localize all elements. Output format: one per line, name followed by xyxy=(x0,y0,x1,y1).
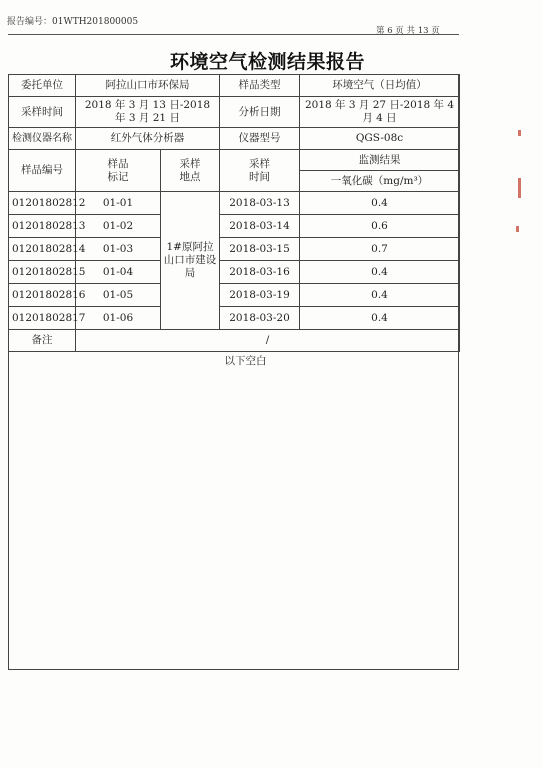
sample-date-cell: 2018-03-15 xyxy=(220,238,300,261)
sample-date-cell: 2018-03-20 xyxy=(220,307,300,330)
col-sample-mark: 样品 标记 xyxy=(76,150,161,192)
remark-value: / xyxy=(76,330,460,352)
sample-no-cell: 01201802814 xyxy=(9,238,76,261)
sample-date-cell: 2018-03-19 xyxy=(220,284,300,307)
table-row xyxy=(9,238,460,261)
sample-no-cell: 01201802812 xyxy=(9,192,76,215)
sample-mark-cell: 01-05 xyxy=(76,284,161,307)
col-co: 一氧化碳（mg/m³） xyxy=(300,171,460,192)
page-indicator: 第 6 页 共 13 页 xyxy=(376,26,440,36)
sampling-time-label: 采样时间 xyxy=(9,97,76,128)
sample-date-cell: 2018-03-14 xyxy=(220,215,300,238)
col-sampling-site: 采样 地点 xyxy=(161,150,220,192)
sample-mark-cell: 01-03 xyxy=(76,238,161,261)
analysis-date-label: 分析日期 xyxy=(220,97,300,128)
instrument-model-value: QGS-08c xyxy=(300,128,460,150)
client-row xyxy=(9,75,460,97)
sample-no-cell: 01201802817 xyxy=(9,307,76,330)
column-header-row xyxy=(9,150,460,171)
table-row xyxy=(9,192,460,215)
col-sampling-time: 采样 时间 xyxy=(220,150,300,192)
client-value: 阿拉山口市环保局 xyxy=(76,75,220,97)
sample-date-cell: 2018-03-16 xyxy=(220,261,300,284)
header-divider xyxy=(8,34,459,35)
edge-mark xyxy=(516,226,519,232)
sample-no-cell: 01201802816 xyxy=(9,284,76,307)
blank-below-note xyxy=(8,353,459,368)
blank-below-text: 以下空白 xyxy=(224,355,267,367)
sample-mark-cell: 01-01 xyxy=(76,192,161,215)
table-row xyxy=(9,215,460,238)
time-row xyxy=(9,97,460,128)
co-value-cell: 0.4 xyxy=(300,284,460,307)
table-row xyxy=(9,261,460,284)
sample-no-cell: 01201802815 xyxy=(9,261,76,284)
sample-no-cell: 01201802813 xyxy=(9,215,76,238)
table-row xyxy=(9,307,460,330)
sampling-time-value: 2018 年 3 月 13 日-2018 年 3 月 21 日 xyxy=(76,97,220,128)
edge-mark xyxy=(518,130,521,136)
co-value-cell: 0.7 xyxy=(300,238,460,261)
col-sample-no: 样品编号 xyxy=(9,150,76,192)
sample-mark-cell: 01-02 xyxy=(76,215,161,238)
sample-mark-cell: 01-06 xyxy=(76,307,161,330)
sample-type-value: 环境空气（日均值） xyxy=(300,75,460,97)
sample-mark-cell: 01-04 xyxy=(76,261,161,284)
sample-date-cell: 2018-03-13 xyxy=(220,192,300,215)
remark-label: 备注 xyxy=(9,330,76,352)
sample-type-label: 样品类型 xyxy=(220,75,300,97)
scan-edge-marks xyxy=(518,130,530,240)
remark-row xyxy=(9,330,460,352)
result-table xyxy=(8,74,460,352)
co-value-cell: 0.4 xyxy=(300,261,460,284)
client-label: 委托单位 xyxy=(9,75,76,97)
edge-mark xyxy=(518,178,521,198)
report-number: 报告编号：01WTH201800005 xyxy=(7,17,139,27)
sampling-site-cell: 1#原阿拉山口市建设局 xyxy=(161,192,220,330)
report-title xyxy=(0,47,543,74)
co-value-cell: 0.4 xyxy=(300,307,460,330)
table-row xyxy=(9,284,460,307)
analysis-date-value: 2018 年 3 月 27 日-2018 年 4 月 4 日 xyxy=(300,97,460,128)
instrument-row xyxy=(9,128,460,150)
co-value-cell: 0.6 xyxy=(300,215,460,238)
instrument-model-label: 仪器型号 xyxy=(220,128,300,150)
instrument-name-value: 红外气体分析器 xyxy=(76,128,220,150)
report-title-text: 环境空气检测结果报告 xyxy=(169,51,365,73)
co-value-cell: 0.4 xyxy=(300,192,460,215)
col-results: 监测结果 xyxy=(300,150,460,171)
instrument-name-label: 检测仪器名称 xyxy=(9,128,76,150)
